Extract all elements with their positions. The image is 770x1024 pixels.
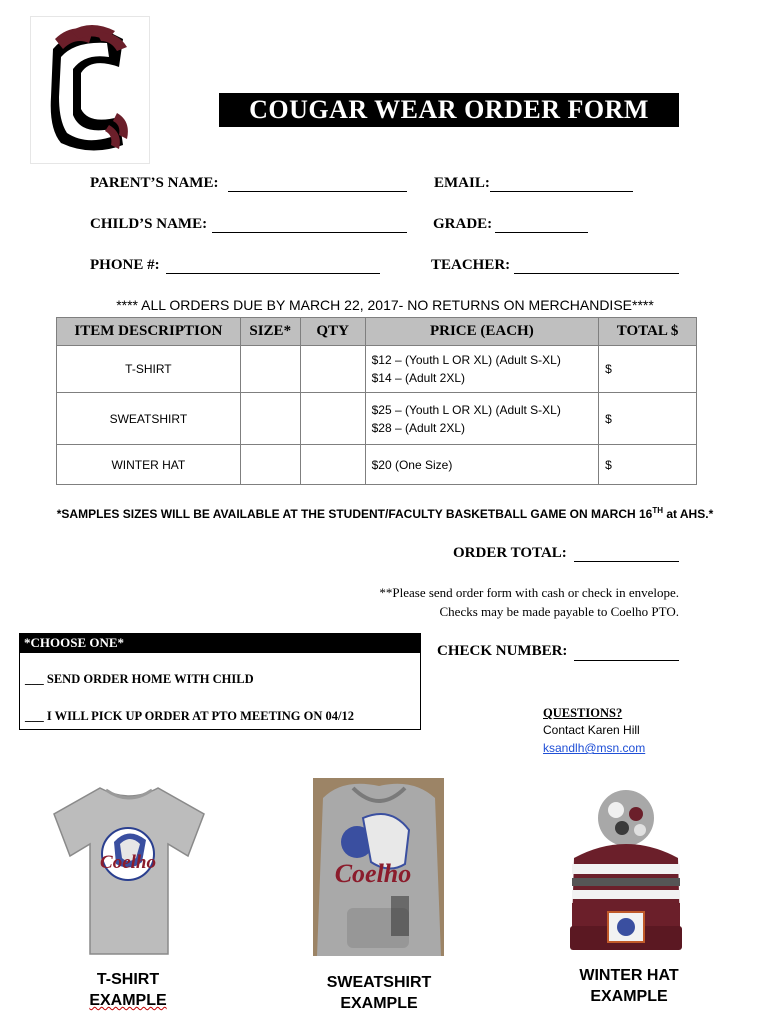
samples-note-suffix: at AHS.*: [663, 507, 714, 521]
order-total-field[interactable]: [574, 545, 679, 562]
contact-email-link[interactable]: ksandlh@msn.com: [543, 741, 646, 755]
sweatshirt-caption: [308, 972, 450, 1014]
due-notice: **** ALL ORDERS DUE BY MARCH 22, 2017- NO RETURNS ON MERCHANDISE****: [116, 297, 654, 313]
check-number-field[interactable]: [574, 644, 679, 661]
price-cell: [365, 393, 598, 445]
questions-block: [543, 705, 645, 757]
price-line: $25 – (Youth L OR XL) (Adult S-XL): [371, 402, 561, 417]
payment-note: Checks may be made payable to Coelho PTO.: [439, 604, 679, 619]
tshirt-caption-line1: T-SHIRT: [96, 971, 160, 988]
total-cell[interactable]: $: [599, 346, 697, 393]
sweatshirt-logo-text: Coelho: [334, 859, 412, 888]
table-row: [57, 445, 697, 485]
price-line: $12 – (Youth L OR XL) (Adult S-XL): [371, 353, 561, 367]
phone-field[interactable]: [166, 257, 380, 274]
total-cell[interactable]: $: [599, 445, 697, 485]
winter-hat-image: [560, 788, 692, 956]
price-line: $28 – (Adult 2XL): [371, 420, 466, 435]
col-price: PRICE (EACH): [365, 318, 598, 346]
col-qty: QTY: [300, 318, 365, 346]
email-label: EMAIL:: [434, 175, 490, 191]
option-pick-up[interactable]: ___ I WILL PICK UP ORDER AT PTO MEETING ON 04/12: [25, 709, 354, 723]
col-size: SIZE*: [240, 318, 300, 346]
hat-caption: [556, 965, 702, 1007]
grade-field[interactable]: [495, 216, 588, 233]
grade-label: GRADE:: [433, 216, 493, 232]
item-cell: SWEATSHIRT: [57, 393, 241, 445]
school-logo: [30, 16, 150, 164]
tshirt-image: [50, 782, 208, 960]
order-table: [56, 317, 697, 485]
hat-caption-line1: WINTER HAT: [579, 967, 679, 984]
check-number-label: CHECK NUMBER:: [437, 643, 568, 659]
tshirt-caption-line2: EXAMPLE: [89, 992, 167, 1009]
teacher-field[interactable]: [514, 257, 679, 274]
tshirt-caption: [58, 969, 198, 1011]
payment-note: **Please send order form with cash or check in envelope.: [379, 585, 679, 600]
parent-name-label: PARENT’S NAME:: [90, 175, 219, 191]
questions-heading: QUESTIONS?: [543, 706, 623, 720]
price-cell: [365, 346, 598, 393]
choose-one-header: [19, 633, 421, 653]
size-cell[interactable]: [240, 393, 300, 445]
item-cell: WINTER HAT: [57, 445, 241, 485]
order-total-label: ORDER TOTAL:: [453, 545, 567, 561]
phone-label: PHONE #:: [90, 257, 160, 273]
choose-one-header-text: *CHOOSE ONE*: [24, 635, 125, 650]
questions-contact: Contact Karen Hill: [543, 723, 640, 737]
option-send-home[interactable]: ___ SEND ORDER HOME WITH CHILD: [25, 672, 254, 686]
price-cell: $20 (One Size): [365, 445, 598, 485]
qty-cell[interactable]: [300, 445, 365, 485]
col-total: TOTAL $: [599, 318, 697, 346]
form-title: COUGAR WEAR ORDER FORM: [219, 93, 679, 127]
qty-cell[interactable]: [300, 346, 365, 393]
samples-note: [0, 506, 770, 521]
total-cell[interactable]: $: [599, 393, 697, 445]
parent-name-field[interactable]: [228, 175, 407, 192]
size-cell[interactable]: [240, 346, 300, 393]
item-cell: T-SHIRT: [57, 346, 241, 393]
sweatshirt-caption-line1: SWEATSHIRT: [326, 974, 432, 991]
sweatshirt-image: [313, 778, 444, 956]
price-line: $14 – (Adult 2XL): [371, 371, 466, 385]
table-row: [57, 346, 697, 393]
hat-caption-line2: EXAMPLE: [590, 988, 668, 1005]
child-name-label: CHILD’S NAME:: [90, 216, 208, 232]
sweatshirt-caption-line2: EXAMPLE: [340, 995, 418, 1012]
col-item-description: ITEM DESCRIPTION: [57, 318, 241, 346]
email-field[interactable]: [490, 175, 633, 192]
child-name-field[interactable]: [212, 216, 407, 233]
size-cell[interactable]: [240, 445, 300, 485]
samples-note-text: *SAMPLES SIZES WILL BE AVAILABLE AT THE STUDENT/FACULTY BASKETBALL GAME ON MARCH 16: [56, 507, 653, 521]
teacher-label: TEACHER:: [431, 257, 511, 273]
table-row: [57, 393, 697, 445]
qty-cell[interactable]: [300, 393, 365, 445]
samples-note-superscript: TH: [652, 506, 663, 515]
table-header-row: [57, 318, 697, 346]
tshirt-logo-text: Coelho: [100, 852, 156, 873]
